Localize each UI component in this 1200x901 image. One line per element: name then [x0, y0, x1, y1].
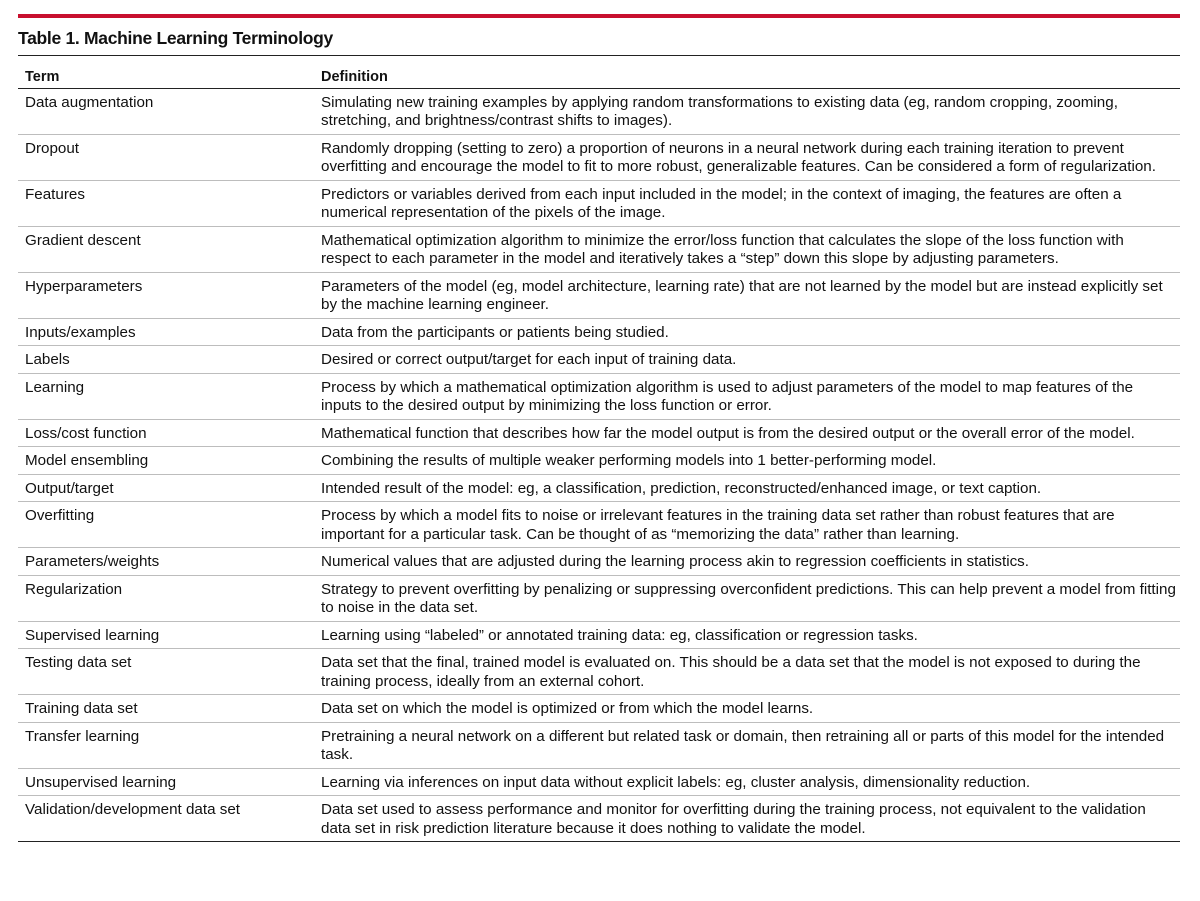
- table-container: [18, 14, 1180, 842]
- definition-cell: Predictors or variables derived from each input included in the model; in the context of imaging, the features are often a numerical representation of the pixels of the image.: [321, 185, 1122, 221]
- table-row: [18, 419, 1180, 447]
- term-cell: Inputs/examples: [25, 323, 136, 341]
- table-row: [18, 346, 1180, 374]
- table-row: [18, 548, 1180, 576]
- table-row: [18, 649, 1180, 695]
- term-cell: Transfer learning: [25, 727, 140, 745]
- term-cell: Model ensembling: [25, 452, 149, 469]
- definition-cell: Randomly dropping (setting to zero) a proportion of neurons in a neural network during each training iteration to prevent overfitting and encourage the model to fit to more robust, generalizable features. Can be considered a form of regularization.: [321, 139, 1156, 175]
- definition-cell: Data set on which the model is optimized or from which the model learns.: [321, 700, 814, 717]
- table-body: [18, 88, 1180, 842]
- definition-cell: Learning using “labeled” or annotated training data: eg, classification or regression tasks.: [321, 626, 918, 644]
- table-row: [18, 474, 1180, 502]
- table-row: [18, 88, 1180, 134]
- definition-cell: Strategy to prevent overfitting by penalizing or suppressing overconfident predictions. This can help prevent a model from fitting to noise in the data set.: [321, 580, 1176, 616]
- table-row: [18, 134, 1180, 180]
- definition-cell: Desired or correct output/target for each input of training data.: [321, 351, 737, 368]
- term-cell: Validation/development data set: [25, 801, 241, 818]
- table-row: [18, 502, 1180, 548]
- term-cell: Loss/cost function: [25, 424, 147, 442]
- table-row: [18, 180, 1180, 226]
- table-row: [18, 796, 1180, 842]
- definition-cell: Parameters of the model (eg, model architecture, learning rate) that are not learned by the model but are instead explicitly set by the machine learning engineer.: [321, 277, 1163, 313]
- term-column-header: Term: [25, 69, 60, 85]
- definition-cell: Numerical values that are adjusted during the learning process akin to regression coefficients in statistics.: [321, 553, 1029, 570]
- definition-cell: Mathematical optimization algorithm to minimize the error/loss function that calculates the slope of the loss function with respect to each parameter in the model and iteratively takes a “step” down this slope by adjusting parameters.: [321, 231, 1124, 267]
- table-row: [18, 621, 1180, 649]
- definition-cell: Process by which a model fits to noise or irrelevant features in the training data set rather than robust features that are important for a particular task. Can be thought of as “memorizing the data” rather than learning.: [321, 507, 1115, 543]
- term-cell: Overfitting: [25, 507, 95, 524]
- term-cell: Parameters/weights: [25, 553, 160, 570]
- term-cell: Features: [25, 185, 85, 203]
- table-row: [18, 447, 1180, 475]
- definition-cell: Simulating new training examples by applying random transformations to existing data (eg, random cropping, zooming, stretching, and brightness/contrast shifts to images).: [321, 93, 1118, 129]
- table-title: Table 1. Machine Learning Terminology: [18, 18, 1180, 56]
- table-row: [18, 318, 1180, 346]
- term-cell: Testing data set: [25, 654, 132, 671]
- definition-cell: Intended result of the model: eg, a classification, prediction, reconstructed/enhanced image, or text caption.: [321, 479, 1042, 497]
- definition-cell: Pretraining a neural network on a different but related task or domain, then retraining all or parts of this model for the intended task.: [321, 727, 1165, 763]
- table-row: [18, 272, 1180, 318]
- term-cell: Dropout: [25, 139, 80, 157]
- term-cell: Unsupervised learning: [25, 773, 177, 791]
- term-cell: Regularization: [25, 580, 123, 598]
- table-row: [18, 768, 1180, 796]
- table-row: [18, 373, 1180, 419]
- definition-cell: Data set used to assess performance and monitor for overfitting during the training process, not equivalent to the validation data set in risk prediction literature because it does nothing to validate the model.: [321, 801, 1146, 837]
- definition-cell: Data from the participants or patients being studied.: [321, 323, 669, 341]
- table-row: [18, 722, 1180, 768]
- table-row: [18, 575, 1180, 621]
- terminology-table: [18, 56, 1180, 842]
- term-cell: Data augmentation: [25, 93, 154, 111]
- term-cell: Hyperparameters: [25, 277, 143, 295]
- term-cell: Labels: [25, 351, 70, 368]
- table-header-row: [18, 56, 1180, 88]
- definition-cell: Data set that the final, trained model is evaluated on. This should be a data set that the model is not exposed to during the training process, ideally from an external cohort.: [321, 654, 1141, 690]
- term-cell: Learning: [25, 378, 85, 396]
- term-cell: Supervised learning: [25, 626, 160, 644]
- definition-cell: Learning via inferences on input data without explicit labels: eg, cluster analysis, dimensionality reduction.: [321, 773, 1031, 791]
- definition-cell: Mathematical function that describes how far the model output is from the desired output or the overall error of the model.: [321, 424, 1135, 442]
- term-cell: Training data set: [25, 700, 138, 717]
- definition-column-header: Definition: [321, 69, 388, 85]
- definition-cell: Process by which a mathematical optimization algorithm is used to adjust parameters of the model to map features of the inputs to the desired output by minimizing the loss function or error.: [321, 378, 1134, 414]
- term-cell: Gradient descent: [25, 231, 141, 249]
- table-row: [18, 695, 1180, 723]
- table-row: [18, 226, 1180, 272]
- definition-cell: Combining the results of multiple weaker performing models into 1 better-performing model.: [321, 452, 937, 469]
- term-cell: Output/target: [25, 479, 114, 497]
